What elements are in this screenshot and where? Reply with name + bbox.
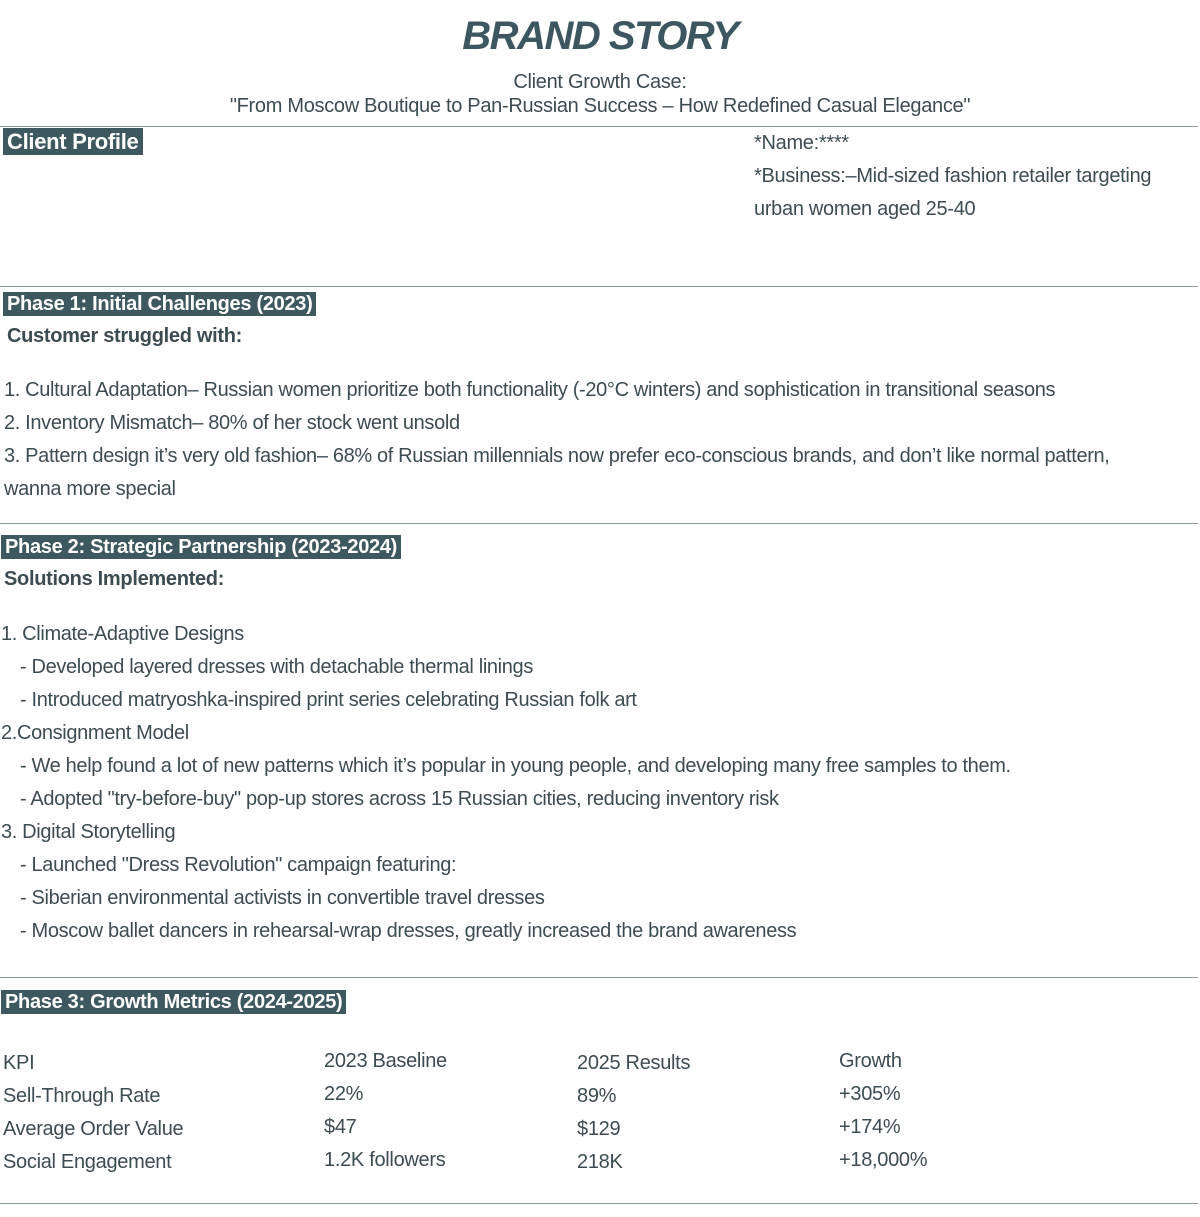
client-profile-heading: Client Profile	[3, 128, 143, 155]
phase2-subitem	[20, 788, 779, 811]
divider	[0, 523, 1198, 524]
table-cell: 1.2K followers	[324, 1149, 446, 1171]
divider	[0, 126, 1198, 127]
client-name: *Name:****	[754, 132, 849, 154]
table-header: 2023 Baseline	[324, 1050, 447, 1072]
phase1-item: 3. Pattern design it’s very old fashion– 68% of Russian millennials now prefer eco-conscious brands, and don’t like normal pattern,	[4, 445, 1110, 467]
phase2-subitem-text: - Moscow ballet dancers in rehearsal-wrap dresses, greatly increased the brand awareness	[20, 920, 797, 942]
table-header: KPI	[3, 1052, 35, 1074]
phase1-intro: Customer struggled with:	[7, 325, 243, 347]
phase2-intro: Solutions Implemented:	[4, 568, 225, 590]
divider	[0, 1203, 1198, 1204]
phase1-item: 2. Inventory Mismatch– 80% of her stock went unsold	[4, 412, 460, 434]
phase2-subitem	[20, 887, 545, 910]
table-cell: Sell-Through Rate	[3, 1085, 161, 1107]
phase2-subitem	[20, 854, 456, 877]
phase3-heading: Phase 3: Growth Metrics (2024-2025)	[1, 990, 346, 1014]
table-cell: $129	[577, 1118, 621, 1140]
table-cell: 22%	[324, 1083, 364, 1105]
page-title: BRAND STORY	[462, 14, 738, 58]
phase2-subitem-text: - Adopted "try-before-buy" pop-up stores across 15 Russian cities, reducing inventory risk	[20, 788, 779, 810]
phase1-item: wanna more special	[4, 478, 176, 500]
phase2-subitem	[20, 689, 637, 712]
phase2-item: 3. Digital Storytelling	[1, 821, 176, 843]
phase2-item: 2.Consignment Model	[1, 722, 189, 744]
phase2-subitem-text: - We help found a lot of new patterns which it’s popular in young people, and developing many free samples to them.	[20, 755, 1011, 777]
phase2-subitem-text: - Developed layered dresses with detachable thermal linings	[20, 656, 533, 678]
phase1-heading: Phase 1: Initial Challenges (2023)	[3, 292, 316, 316]
table-cell: 89%	[577, 1085, 617, 1107]
subtitle-line-1: Client Growth Case:	[513, 71, 687, 93]
divider	[0, 977, 1198, 978]
phase2-item: 1. Climate-Adaptive Designs	[1, 623, 244, 645]
phase2-subitem	[20, 755, 1011, 778]
divider	[0, 286, 1198, 287]
table-cell: Social Engagement	[3, 1151, 172, 1173]
table-cell: +174%	[839, 1116, 901, 1138]
table-header: Growth	[839, 1050, 902, 1072]
table-cell: 218K	[577, 1151, 623, 1173]
client-business-line-2: urban women aged 25-40	[754, 198, 976, 220]
phase2-subitem	[20, 656, 533, 679]
subtitle-line-2: "From Moscow Boutique to Pan-Russian Success – How Redefined Casual Elegance"	[229, 95, 971, 117]
phase2-subitem-text: - Siberian environmental activists in convertible travel dresses	[20, 887, 545, 909]
client-business-line-1: *Business:–Mid-sized fashion retailer targeting	[754, 165, 1152, 187]
phase2-subitem-text: - Introduced matryoshka-inspired print series celebrating Russian folk art	[20, 689, 637, 711]
phase1-item: 1. Cultural Adaptation– Russian women prioritize both functionality (-20°C winters) and sophistication in transitional seasons	[4, 379, 1056, 401]
table-cell: +18,000%	[839, 1149, 928, 1171]
table-header: 2025 Results	[577, 1052, 691, 1074]
table-cell: Average Order Value	[3, 1118, 184, 1140]
phase2-subitem	[20, 920, 796, 943]
table-cell: +305%	[839, 1083, 901, 1105]
phase2-subitem-text: - Launched "Dress Revolution" campaign featuring:	[20, 854, 457, 876]
phase2-heading: Phase 2: Strategic Partnership (2023-2024)	[1, 535, 401, 559]
table-cell: $47	[324, 1116, 357, 1138]
